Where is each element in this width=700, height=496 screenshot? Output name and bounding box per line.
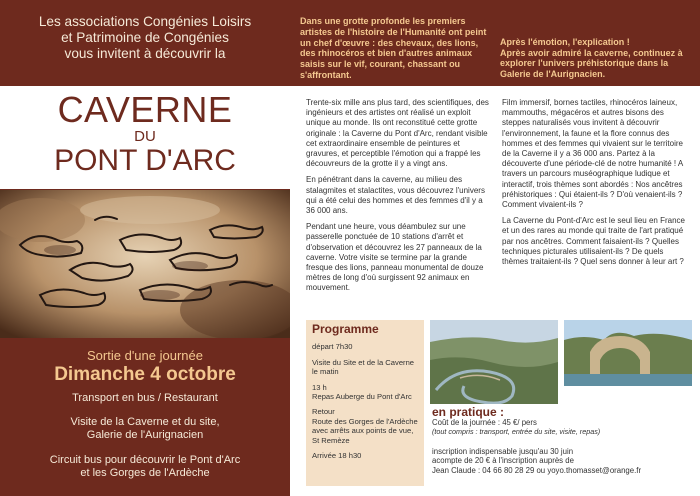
programme-line: Visite du Site et de la Caverne le matin xyxy=(312,357,415,377)
left-panel xyxy=(0,0,290,496)
article-column-2 xyxy=(502,98,690,273)
banner-intro-text: Dans une grotte profonde les premiers artistes de l'histoire de l'Humanité ont peint un chef d'œuvre : des chevaux, des lions, des rhinocéros et bien d'autres animaux saisis sur le vif, courant, chassant ou s'affrontant. xyxy=(300,16,487,80)
practical-info xyxy=(432,405,692,476)
pont-darc-photo xyxy=(564,320,692,386)
programme-line: avec arrêts aux points de vue, St Remèze xyxy=(312,426,414,445)
banner-explanation-text: Après avoir admiré la caverne, continuez à explorer l'univers préhistorique dans la Galerie de l'Aurignacien. xyxy=(500,47,683,79)
transport-info: Transport en bus / Restaurant xyxy=(72,392,218,404)
title-du: DU xyxy=(134,128,156,145)
header-banner xyxy=(290,0,700,86)
invitation-text xyxy=(0,14,290,62)
circuit-info xyxy=(0,454,290,480)
visit-info xyxy=(0,416,290,442)
visit-line: Galerie de l'Aurignacien xyxy=(86,429,204,441)
cost-line: Coût de la journée : 45 €/ pers xyxy=(432,417,537,427)
paragraph: Pendant une heure, vous déambulez sur une passerelle ponctuée de 10 stations d'arrêt et d'observation et découvrez les 27 panneaux de la caverne. Votre visite se termine par la grande fresque des lions, panneau monumental de douze mètres de long d'où surgissent 92 animaux en mouvement. xyxy=(306,222,484,293)
title-caverne: CAVERNE xyxy=(57,89,233,130)
cost-note: (tout compris : transport, entrée du site, visite, repas) xyxy=(432,427,601,437)
event-date: Dimanche 4 octobre xyxy=(54,364,236,385)
outing-label: Sortie d'une journée xyxy=(87,348,203,363)
programme-box xyxy=(306,320,424,486)
paragraph: La Caverne du Pont-d'Arc est le seul lieu en France et un des rares au monde qui traite de l'art pratiqué par nos ancêtres. Comment faisaient-ils ? Quelles techniques picturales utilisaient-ils ? De quels thèmes traitaient-ils ? Quel sens donner à leur art ? xyxy=(502,216,685,267)
title-block xyxy=(0,86,290,189)
practical-title: en pratique : xyxy=(432,405,505,419)
programme-line: départ 7h30 xyxy=(312,342,353,352)
invitation-line: Les associations Congénies Loisirs xyxy=(38,14,252,29)
programme-line: 13 h xyxy=(312,382,327,392)
programme-line: Repas Auberge du Pont d'Arc xyxy=(312,392,412,402)
cave-painting-image xyxy=(0,190,290,338)
gorges-aerial-photo xyxy=(430,320,558,404)
contact-line: Jean Claude : 04 66 80 28 29 ou yoyo.thomasset@orange.fr xyxy=(432,465,642,475)
registration-line: inscription indispensable jusqu'au 30 juin xyxy=(432,446,574,456)
title-pont-darc: PONT D'ARC xyxy=(54,144,236,177)
paragraph: Trente-six mille ans plus tard, des scientifiques, des ingénieurs et des artistes ont réalisé un exploit unique au monde. Ils ont reconstitué cette grotte originale : la Caverne du Pont d'Arc, rendant visible cet extraordinaire ensemble de peintures et gravures, et perceptible l'émotion qui a frappé les découvreurs de la grotte il y a vingt ans. xyxy=(306,98,489,169)
banner-explanation xyxy=(500,37,692,79)
invitation-line: vous invitent à découvrir la xyxy=(64,46,226,61)
registration-line: acompte de 20 € à l'inscription auprès de xyxy=(432,456,574,466)
paragraph: Film immersif, bornes tactiles, rhinocéros laineux, mammouths, mégacéros et autres bisons des steppes naturalisés vous invitent à découvrir l'environnement, la faune et la flore connus des hommes et des femmes qui vivaient sur le territoire de la Caverne il y a 36 000 ans. Partez à la découverte d'une période-clé de notre humanité ! A travers un parcours muséographique ludique et interactif, trois thèmes sont abordés : Nos ancêtres préhistoriques : Qui étaient-ils ? D'où venaient-ils ? Comment vivaient-ils ? xyxy=(502,98,683,210)
programme-line: Arrivée 18 h30 xyxy=(312,451,362,461)
programme-line: Retour xyxy=(312,407,335,417)
programme-line: Route des Gorges de l'Ardèche xyxy=(312,416,418,426)
programme-title: Programme xyxy=(312,322,379,336)
circuit-line: Circuit bus pour découvrir le Pont d'Arc xyxy=(49,454,241,466)
visit-line: Visite de la Caverne et du site, xyxy=(70,416,220,428)
article-column-1 xyxy=(306,98,492,300)
circuit-line: et les Gorges de l'Ardèche xyxy=(80,467,210,479)
banner-explanation-heading: Après l'émotion, l'explication ! xyxy=(500,37,630,47)
paragraph: En pénétrant dans la caverne, au milieu des stalagmites et stalactites, vous découvrez l'univers qui a été celui des hommes et des femmes d'il y a 36 000 ans. xyxy=(306,175,485,216)
invitation-line: et Patrimoine de Congénies xyxy=(61,30,229,45)
